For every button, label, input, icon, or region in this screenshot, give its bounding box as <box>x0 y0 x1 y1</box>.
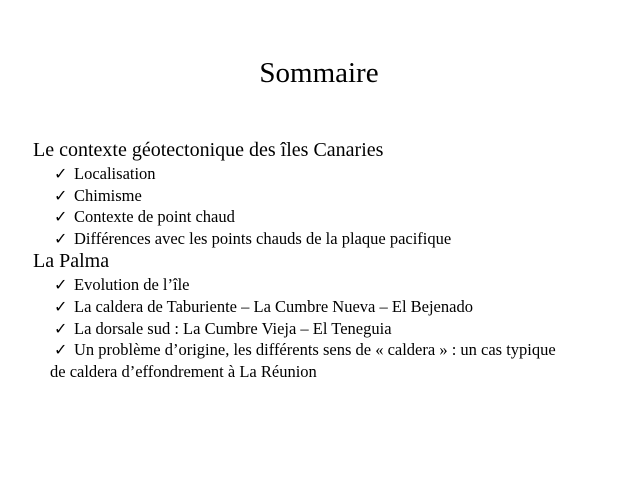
section-heading-canaries: Le contexte géotectonique des îles Canaries <box>33 139 384 161</box>
list-item <box>50 339 623 361</box>
slide-title: Sommaire <box>259 57 379 89</box>
list-item-text: Un problème d’origine, les différents sens de « caldera » : un cas typique <box>74 340 556 360</box>
list-item-continuation <box>50 361 623 383</box>
checkmark-icon: ✓ <box>54 228 68 248</box>
list-item <box>50 296 623 318</box>
list-item <box>50 163 623 185</box>
list-item <box>50 185 623 207</box>
list-item-text: Différences avec les points chauds de la plaque pacifique <box>74 228 452 248</box>
list-item <box>50 206 623 228</box>
list-item <box>50 318 623 340</box>
section-items-la-palma <box>33 274 623 382</box>
list-item <box>50 228 623 250</box>
checkmark-icon: ✓ <box>54 185 68 205</box>
checkmark-icon: ✓ <box>54 207 68 227</box>
list-item-text: de caldera d’effondrement à La Réunion <box>50 361 317 381</box>
section-heading-la-palma: La Palma <box>33 250 110 273</box>
list-item-text: Contexte de point chaud <box>74 207 235 227</box>
list-item-text: Chimisme <box>74 185 142 205</box>
checkmark-icon: ✓ <box>54 164 68 183</box>
section-items-canaries <box>33 163 623 249</box>
checkmark-icon: ✓ <box>54 296 68 316</box>
checkmark-icon: ✓ <box>54 275 68 295</box>
slide-content <box>33 138 623 382</box>
checkmark-icon: ✓ <box>54 340 68 360</box>
list-item <box>50 274 623 296</box>
list-item-text: La caldera de Taburiente – La Cumbre Nueva – El Bejenado <box>74 296 473 316</box>
list-item-text: Evolution de l’île <box>74 275 190 295</box>
checkmark-icon: ✓ <box>54 318 68 338</box>
list-item-text: La dorsale sud : La Cumbre Vieja – El Teneguia <box>74 318 392 338</box>
list-item-text: Localisation <box>74 164 156 183</box>
